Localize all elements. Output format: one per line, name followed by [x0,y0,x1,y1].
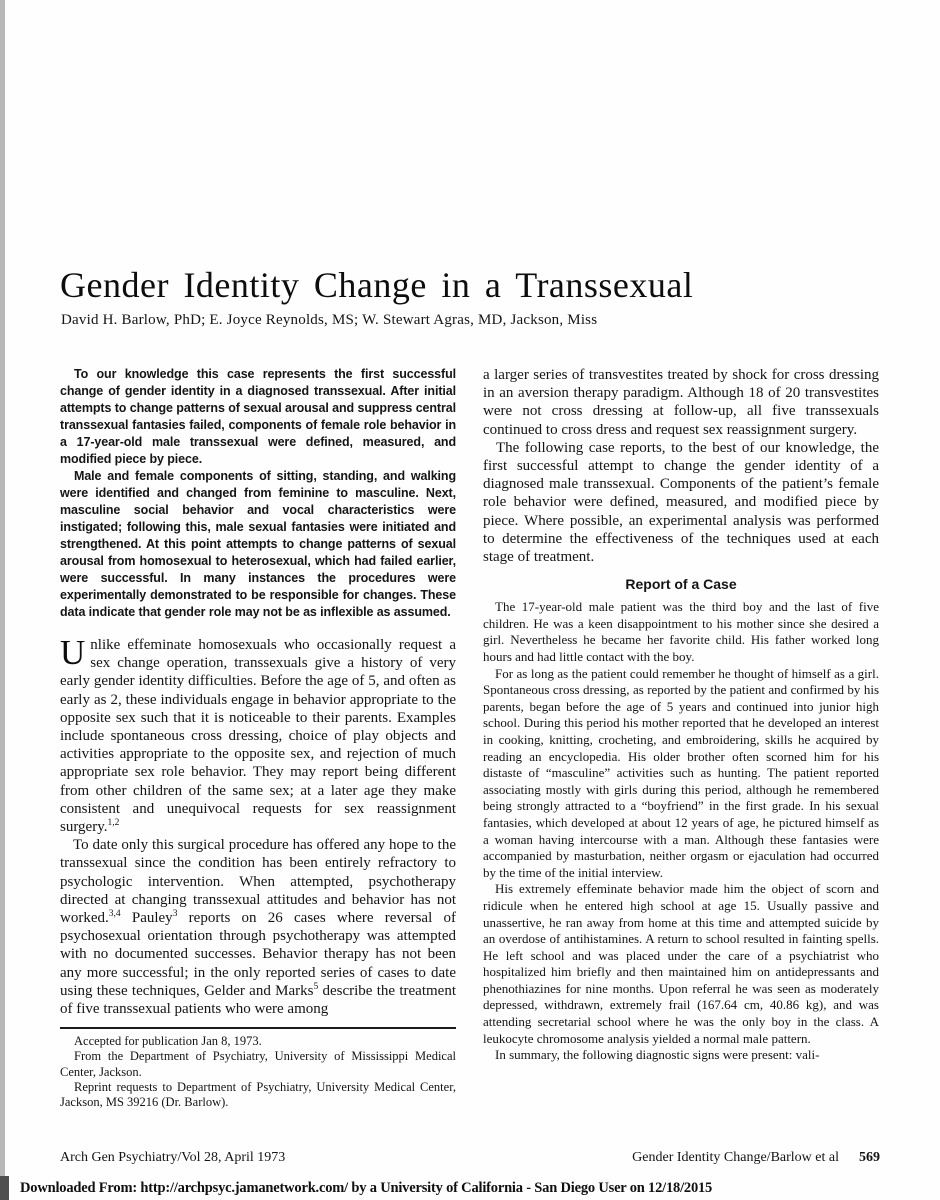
footnote-line: Accepted for publication Jan 8, 1973. [74,1034,262,1049]
scan-corner-mark [0,1176,9,1200]
reference-superscript: 3,4 [108,909,121,920]
dropcap-u: U [60,633,86,672]
intro-paragraph-1-text: nlike effeminate homosexuals who occasionally request a sex change operation, transsexuals give a history of very early gender identity difficulties. Before the age of 5, and often as early as 2, these individuals engage in behavior appropriate to the opposite sex such that it is noticeable to their parents. Examples include spontaneous cross dressing, choice of play objects and activities appropriate to the opposite sex, and rejection of much appropriate sex role behavior. They may report being different from other children of the same sex; at a later age they make consistent and unequivocal requests for sex reassignment surgery. [60,637,456,836]
footnote-line: From the Department of Psychiatry, University of Mississippi Medical Center, Jackson. [60,1049,456,1079]
scan-edge-strip [0,0,5,1200]
abstract-paragraph-2: Male and female components of sitting, standing, and walking were identified and changed from feminine to masculine. Next, masculine social behavior and vocal characteristics were instigated; following this, male sexual fantasies were initiated and strengthened. At this point attempts to change patterns of sexual arousal from homosexual to heterosexual, which had failed earlier, were successful. In many instances the procedures were experimentally demonstrated to be responsible for changes. These data indicate that gender role may not be as inflexible as assumed. [60,469,456,619]
reference-superscript: 3 [172,909,178,920]
journal-footer [60,1150,880,1166]
intro-paragraph-1 [60,633,456,836]
reference-superscript: 5 [313,981,319,992]
author-byline: David H. Barlow, PhD; E. Joyce Reynolds, MS; W. Stewart Agras, MD, Jackson, Miss [61,312,598,328]
left-column [60,366,456,1110]
section-heading-report-of-a-case: Report of a Case [625,576,737,593]
case-paragraph: His extremely effeminate behavior made him the object of scorn and ridicule when he entered high school at age 15. Usually passive and unassertive, he ran away from home at this time and attempted suicide by an overdose of antihistamines. A return to school resulted in fainting spells. He left school and was placed under the care of a psychiatrist who hospitalized him briefly and then maintained him on antidepressants and phenothiazines for nine months. Upon referral he was seen as moderately depressed, withdrawn, extremely frail (167.64 cm, 40.86 kg), and was attending secretarial school where he was the only boy in the class. A leukocyte chromosome analysis yielded a normal male pattern. [483,881,879,1046]
page-title: Gender Identity Change in a Transsexual [60,265,694,306]
intro-paragraph-2-text: Pauley [120,910,173,927]
case-paragraph: In summary, the following diagnostic signs were present: vali- [495,1047,820,1063]
right-column [483,366,879,1064]
footnote-line: Reprint requests to Department of Psychiatry, University Medical Center, Jackson, MS 39216 (Dr. Barlow). [60,1079,456,1110]
intro-paragraph-2-text: To date only this surgical procedure has offered any hope to the transsexual since the condition has been entirely refractory to psychologic intervention. When attempted, psychotherapy directed at changing transsexual attitudes and behavior has not worked. [60,837,456,927]
footnote-block [60,1027,456,1110]
case-paragraph: For as long as the patient could remember he thought of himself as a girl. Spontaneous cross dressing, as reported by the patient and confirmed by his parents, began before the age of 5 years and continued into junior high school. During this period his mother reported that he developed an interest in cooking, knitting, crocheting, and embroidering, skills he acquired by reading an encyclopedia. His older brother often scorned him for his distaste of “masculine” activities such as hunting. The patient reported associating mostly with girls during this period, although he remembered being strongly attracted to a “boyfriend” in the first grade. In his sexual fantasies, which developed at about 12 years of age, he pictured himself as a woman having intercourse with a man. Although these fantasies were accompanied by masturbation, neither orgasm or ejaculation had occurred by the time of the initial interview. [483,665,879,880]
intro-paragraph-2-text: describe the treatment of five transsexual patients who were among [60,982,456,1018]
body-paragraph: a larger series of transvestites treated by shock for cross dressing in an aversion therapy paradigm. Although 18 of 20 transvestites were not cross dressing at follow-up, all five transsexuals continued to cross dress and request sex reassignment surgery. [483,367,879,438]
footnote-rule [60,1027,456,1029]
download-notice: Downloaded From: http://archpsyc.jamanetwork.com/ by a University of California - San Diego User on 12/18/2015 [20,1180,713,1196]
intro-paragraph-2-text: reports on 26 cases where reversal of psychosexual orientation through psychotherapy was attempted with no documented successes. Behavior therapy has not been any more successful; in the only reported series of cases to date using these techniques, Gelder and Marks [60,910,456,999]
page-number: 569 [859,1150,880,1165]
journal-citation: Arch Gen Psychiatry/Vol 28, April 1973 [60,1150,286,1165]
abstract [60,366,456,621]
intro-paragraph-2 [60,836,456,1018]
case-paragraph: The 17-year-old male patient was the third boy and the last of five children. He was a keen disappointment to his mother since she desired a girl. Nevertheless he became her favorite child. His father worked long hours and had little contact with the boy. [483,599,879,665]
body-paragraph: The following case reports, to the best of our knowledge, the first successful attempt to change the gender identity of a diagnosed male transsexual. Components of the patient’s female role behavior were defined, measured, and modified piece by piece. Where possible, an experimental analysis was performed to determine the effectiveness of the techniques used at each stage of treatment. [483,439,879,566]
running-head: Gender Identity Change/Barlow et al [632,1150,839,1165]
reference-superscript: 1,2 [107,818,120,829]
abstract-paragraph-1: To our knowledge this case represents the first successful change of gender identity in a diagnosed transsexual. After initial attempts to change patterns of sexual arousal and suppress central transsexual fantasies failed, components of female role behavior in a 17-year-old male transsexual were defined, measured, and modified piece by piece. [60,367,456,466]
